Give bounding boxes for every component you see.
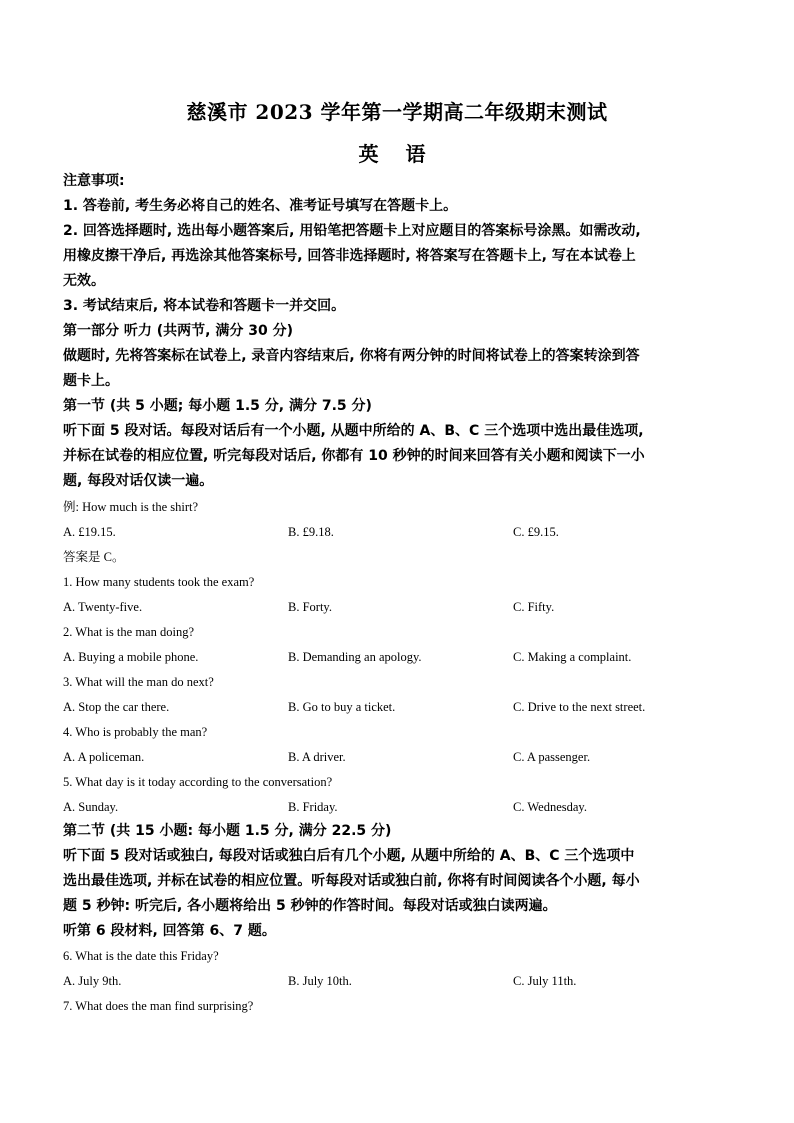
section2-intro-line-1: 听下面 5 段对话或独白, 每段对话或独白后有几个小题, 从题中所给的 A、B、C 三个选项中 bbox=[63, 848, 635, 864]
question-1-option-a: A. Twenty-five. bbox=[63, 600, 143, 614]
section1-heading: 第一节 (共 5 小题; 每小题 1.5 分, 满分 7.5 分) bbox=[63, 398, 372, 414]
question-2-option-b: B. Demanding an apology. bbox=[288, 650, 422, 664]
material-6-instruction: 听第 6 段材料, 回答第 6、7 题。 bbox=[63, 923, 276, 939]
notice-item-2-line-2: 用橡皮擦干净后, 再选涂其他答案标号, 回答非选择题时, 将答案写在答题卡上, 写在本试卷上 bbox=[63, 248, 636, 264]
section2-intro-line-3: 题 5 秒钟: 听完后, 各小题将给出 5 秒钟的作答时间。每段对话或独白读两遍。 bbox=[63, 898, 557, 914]
question-4-option-b: B. A driver. bbox=[288, 750, 346, 764]
part1-heading: 第一部分 听力 (共两节, 满分 30 分) bbox=[63, 323, 293, 339]
question-3-option-b: B. Go to buy a ticket. bbox=[288, 700, 396, 714]
part1-intro-line-1: 做题时, 先将答案标在试卷上, 录音内容结束后, 你将有两分钟的时间将试卷上的答案转涂到答 bbox=[63, 348, 640, 364]
question-6-option-a: A. July 9th. bbox=[63, 974, 122, 988]
notice-item-3: 3. 考试结束后, 将本试卷和答题卡一并交回。 bbox=[63, 298, 346, 314]
notice-heading: 注意事项: bbox=[63, 173, 125, 189]
example-option-a: A. £19.15. bbox=[63, 525, 116, 539]
question-3-option-c: C. Drive to the next street. bbox=[513, 700, 646, 714]
question-1: 1. How many students took the exam? bbox=[63, 575, 255, 589]
question-4-option-a: A. A policeman. bbox=[63, 750, 145, 764]
notice-item-2-line-1: 2. 回答选择题时, 选出每小题答案后, 用铅笔把答题卡上对应题目的答案标号涂黑。如需改动, bbox=[63, 223, 641, 239]
question-1-option-c: C. Fifty. bbox=[513, 600, 555, 614]
example-answer: 答案是 C。 bbox=[63, 550, 125, 564]
example-option-b: B. £9.18. bbox=[288, 525, 334, 539]
question-5-option-b: B. Friday. bbox=[288, 800, 338, 814]
section2-intro-line-2: 选出最佳选项, 并标在试卷的相应位置。听每段对话或独白前, 你将有时间阅读各个小题, 每小 bbox=[63, 873, 640, 889]
section2-heading: 第二节 (共 15 小题: 每小题 1.5 分, 满分 22.5 分) bbox=[63, 823, 392, 839]
question-5: 5. What day is it today according to the conversation? bbox=[63, 775, 333, 789]
question-2-option-c: C. Making a complaint. bbox=[513, 650, 632, 664]
part1-intro-line-2: 题卡上。 bbox=[63, 373, 119, 389]
question-5-option-a: A. Sunday. bbox=[63, 800, 119, 814]
question-2-option-a: A. Buying a mobile phone. bbox=[63, 650, 199, 664]
question-5-option-c: C. Wednesday. bbox=[513, 800, 587, 814]
example-question: 例: How much is the shirt? bbox=[63, 500, 199, 514]
question-3-option-a: A. Stop the car there. bbox=[63, 700, 170, 714]
question-6-option-b: B. July 10th. bbox=[288, 974, 352, 988]
example-option-c: C. £9.15. bbox=[513, 525, 559, 539]
question-4-option-c: C. A passenger. bbox=[513, 750, 591, 764]
section1-intro-line-1: 听下面 5 段对话。每段对话后有一个小题, 从题中所给的 A、B、C 三个选项中选出最佳选项, bbox=[63, 423, 644, 439]
question-1-option-b: B. Forty. bbox=[288, 600, 332, 614]
notice-item-2-line-3: 无效。 bbox=[63, 273, 105, 289]
section1-intro-line-3: 题, 每段对话仅读一遍。 bbox=[63, 473, 214, 489]
question-2: 2. What is the man doing? bbox=[63, 625, 194, 639]
question-3: 3. What will the man do next? bbox=[63, 675, 214, 689]
question-7: 7. What does the man find surprising? bbox=[63, 999, 254, 1013]
question-6-option-c: C. July 11th. bbox=[513, 974, 577, 988]
subject-title: 英 语 bbox=[358, 142, 436, 166]
section1-intro-line-2: 并标在试卷的相应位置, 听完每段对话后, 你都有 10 秒钟的时间来回答有关小题和阅读下一小 bbox=[63, 448, 645, 464]
question-4: 4. Who is probably the man? bbox=[63, 725, 208, 739]
exam-title: 慈溪市 2023 学年第一学期高二年级期末测试 bbox=[186, 100, 608, 124]
question-6: 6. What is the date this Friday? bbox=[63, 949, 219, 963]
notice-item-1: 1. 答卷前, 考生务必将自己的姓名、准考证号填写在答题卡上。 bbox=[63, 198, 458, 214]
